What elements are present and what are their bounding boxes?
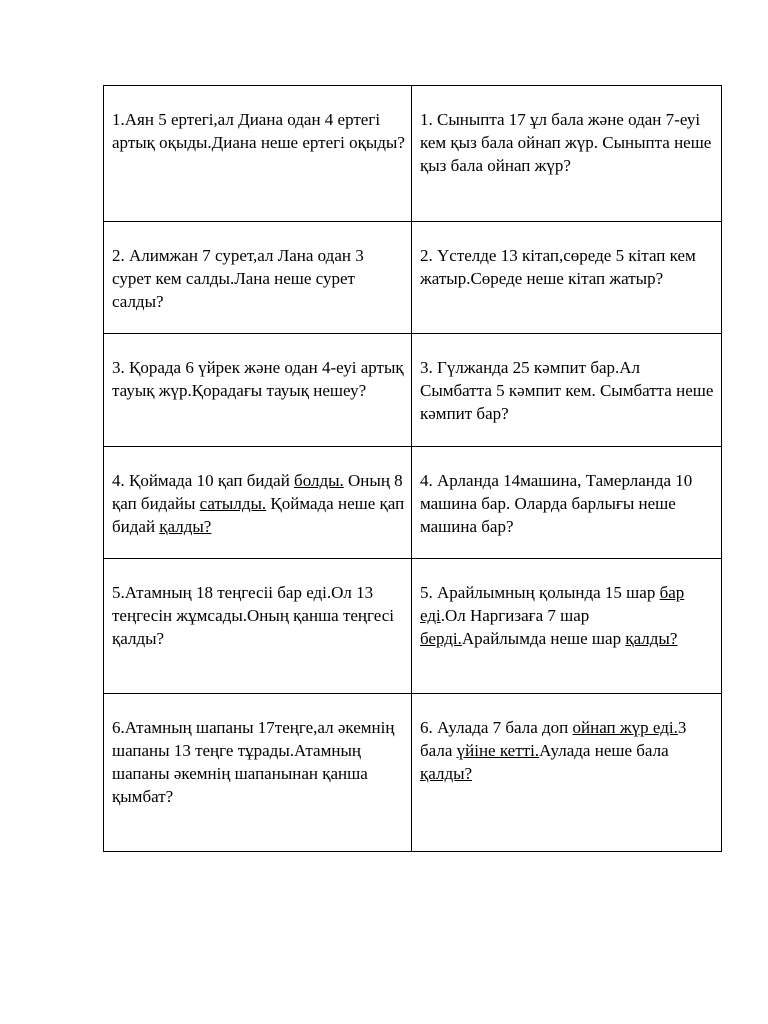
problem-text: Қоймада неше қап бидай <box>112 494 405 536</box>
underlined-word: болды. <box>294 471 344 490</box>
problem-cell-left <box>104 222 412 334</box>
problem-text: 1.Аян 5 ертегі,ал Диана одан 4 ертегі артық оқыды.Диана неше ертегі оқыды? <box>112 110 405 152</box>
problem-text: 4. Арланда 14машина, Тамерланда 10 машина бар. Оларда барлығы неше машина бар? <box>420 471 693 536</box>
table-row <box>104 447 722 559</box>
problem-text: 4. Қоймада 10 қап бидай <box>112 471 295 490</box>
problem-text: Арайлымда неше шар <box>461 629 626 648</box>
problem-cell-right <box>412 447 722 559</box>
problem-text: .Ол Наргизаға 7 шар <box>440 606 590 625</box>
underlined-word: үйіне кетті. <box>456 741 540 760</box>
underlined-word: қалды? <box>420 764 473 783</box>
word-problems-table <box>103 85 722 852</box>
table-row <box>104 559 722 694</box>
underlined-word: ойнап жүр еді. <box>572 718 678 737</box>
problem-text: Оның 8 қап бидайы <box>112 471 403 513</box>
problem-text: 1. Сыныпта 17 ұл бала және одан 7-еуі кем қыз бала ойнап жүр. Сыныпта неше қыз бала ойнап жүр? <box>420 110 712 175</box>
problem-text: 6.Атамның шапаны 17теңге,ал әкемнің шапаны 13 теңге тұрады.Атамның шапаны әкемнің шапанынан қанша қымбат? <box>112 718 395 806</box>
problem-text: 6. Аулада 7 бала доп <box>420 718 573 737</box>
underlined-word: сатылды. <box>199 494 267 513</box>
problem-text: Аулада неше бала <box>539 741 669 760</box>
problem-text: 3. Қорада 6 үйрек және одан 4-еуі артық тауық жүр.Қорадағы тауық нешеу? <box>112 358 404 400</box>
underlined-word: бар еді <box>420 583 685 625</box>
underlined-word: қалды? <box>159 517 212 536</box>
problem-cell-left <box>104 559 412 694</box>
table-row <box>104 86 722 222</box>
underlined-word: берді. <box>420 629 462 648</box>
problem-text: 2. Үстелде 13 кітап,сөреде 5 кітап кем жатыр.Сөреде неше кітап жатыр? <box>420 246 696 288</box>
problem-cell-right <box>412 86 722 222</box>
problem-cell-right <box>412 222 722 334</box>
problem-cell-left <box>104 447 412 559</box>
problem-cell-left <box>104 694 412 852</box>
table-row <box>104 222 722 334</box>
table-row <box>104 334 722 447</box>
problem-text: 5.Атамның 18 теңгесіі бар еді.Ол 13 теңгесін жұмсады.Оның қанша теңгесі қалды? <box>112 583 395 648</box>
problem-cell-right <box>412 694 722 852</box>
underlined-word: қалды? <box>625 629 678 648</box>
problem-cell-left <box>104 334 412 447</box>
table-row <box>104 694 722 852</box>
problem-text: 5. Арайлымның қолында 15 шар <box>420 583 660 602</box>
problem-cell-right <box>412 559 722 694</box>
problem-cell-left <box>104 86 412 222</box>
problem-text: 3. Гүлжанда 25 кәмпит бар.Ал Сымбатта 5 кәмпит кем. Сымбатта неше кәмпит бар? <box>420 358 714 423</box>
problem-cell-right <box>412 334 722 447</box>
problem-text: 2. Алимжан 7 сурет,ал Лана одан 3 сурет кем салды.Лана неше сурет салды? <box>112 246 364 311</box>
problem-text: 3 бала <box>420 718 687 760</box>
